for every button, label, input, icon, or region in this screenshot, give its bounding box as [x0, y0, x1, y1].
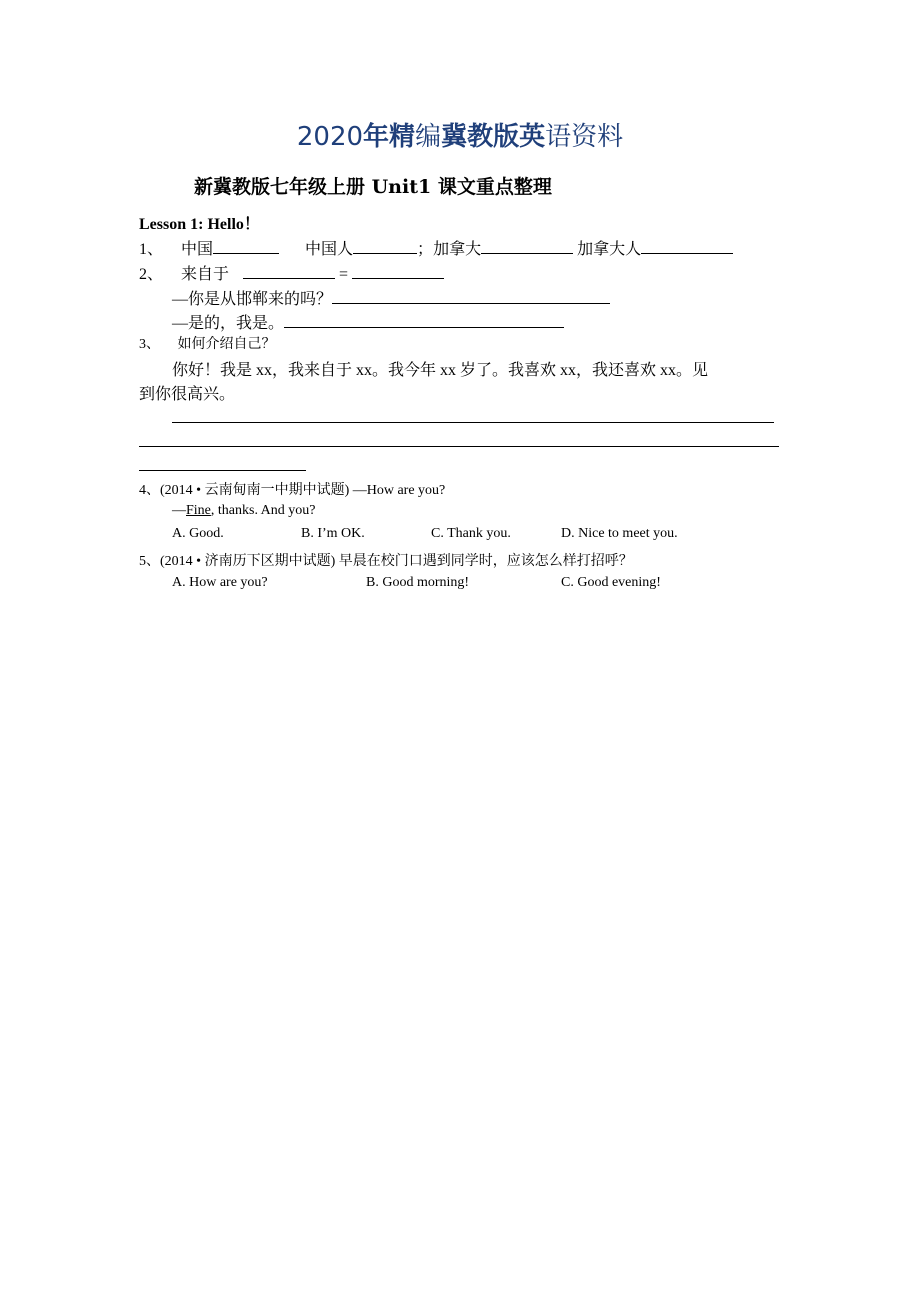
- q1-number: 1、: [139, 241, 164, 258]
- q5-option-b[interactable]: B. Good morning!: [366, 575, 470, 590]
- question-1: [139, 236, 733, 259]
- q3-label: 如何介绍自己？: [177, 337, 276, 352]
- question-2: [139, 261, 444, 284]
- q2-blank-4[interactable]: [284, 311, 564, 328]
- q2-number: 2、: [139, 266, 164, 283]
- q2-line2: —是的，我是。: [172, 315, 285, 332]
- question-3: [139, 333, 276, 353]
- q4-dash: —: [172, 503, 186, 518]
- header-part4: 语资料: [545, 122, 624, 152]
- question-4: 4、(2014 • 云南甸南一中期中试题) —How are you?: [139, 483, 446, 498]
- q5-option-a[interactable]: A. How are you?: [172, 575, 268, 590]
- page-header: [0, 116, 920, 153]
- header-part1: 年精: [363, 122, 416, 152]
- q1-blank-canada[interactable]: [481, 237, 573, 254]
- q2-dialog-answer: [172, 310, 564, 333]
- q1-separator: ；: [417, 241, 434, 258]
- q3-number: 3、: [139, 337, 160, 352]
- q3-intro-line1: 你好！我是 xx，我来自于 xx。我今年 xx 岁了。我喜欢 xx，我还喜欢 xx。见: [172, 362, 709, 379]
- q4-underlined-word: Fine: [186, 503, 211, 518]
- q4-answer-line: [172, 503, 316, 519]
- q4-option-b[interactable]: B. I’m OK.: [301, 526, 365, 541]
- q1-canadian: 加拿大人: [577, 241, 642, 258]
- q4-option-c[interactable]: C. Thank you.: [431, 526, 511, 541]
- q2-line1: —你是从邯郸来的吗？: [172, 291, 333, 308]
- q1-blank-china[interactable]: [213, 237, 279, 254]
- lesson-title: Lesson 1: Hello！: [139, 216, 260, 233]
- header-part2: 编: [415, 122, 442, 152]
- q1-chinese: 中国人: [305, 241, 354, 258]
- q3-answer-rule-1[interactable]: [172, 422, 774, 423]
- q1-china: 中国: [181, 241, 214, 258]
- question-5: 5、(2014 • 济南历下区期中试题) 早晨在校门口遇到同学时，应该怎么样打招呼？: [139, 554, 633, 569]
- q1-blank-canadian[interactable]: [641, 237, 733, 254]
- header-part3: 冀教版英: [441, 122, 546, 152]
- q3-answer-rule-3[interactable]: [139, 470, 306, 471]
- q2-blank-3[interactable]: [332, 287, 610, 304]
- q4-option-d[interactable]: D. Nice to meet you.: [561, 526, 678, 541]
- header-year: 2020: [296, 122, 364, 152]
- q2-blank-2[interactable]: [352, 262, 444, 279]
- q2-equals: =: [339, 266, 349, 283]
- q1-canada: 加拿大: [433, 241, 482, 258]
- q4-option-a[interactable]: A. Good.: [172, 526, 224, 541]
- q2-label: 来自于: [181, 266, 230, 283]
- q5-option-c[interactable]: C. Good evening!: [561, 575, 661, 590]
- document-title: 新冀教版七年级上册 Unit1 课文重点整理: [194, 176, 552, 198]
- q4-answer-rest: , thanks. And you?: [210, 503, 316, 518]
- q2-dialog-question: [172, 286, 610, 309]
- q2-blank-1[interactable]: [243, 262, 335, 279]
- q3-answer-rule-2[interactable]: [139, 446, 779, 447]
- q3-intro-line2: 到你很高兴。: [139, 386, 236, 403]
- q1-blank-chinese[interactable]: [353, 237, 417, 254]
